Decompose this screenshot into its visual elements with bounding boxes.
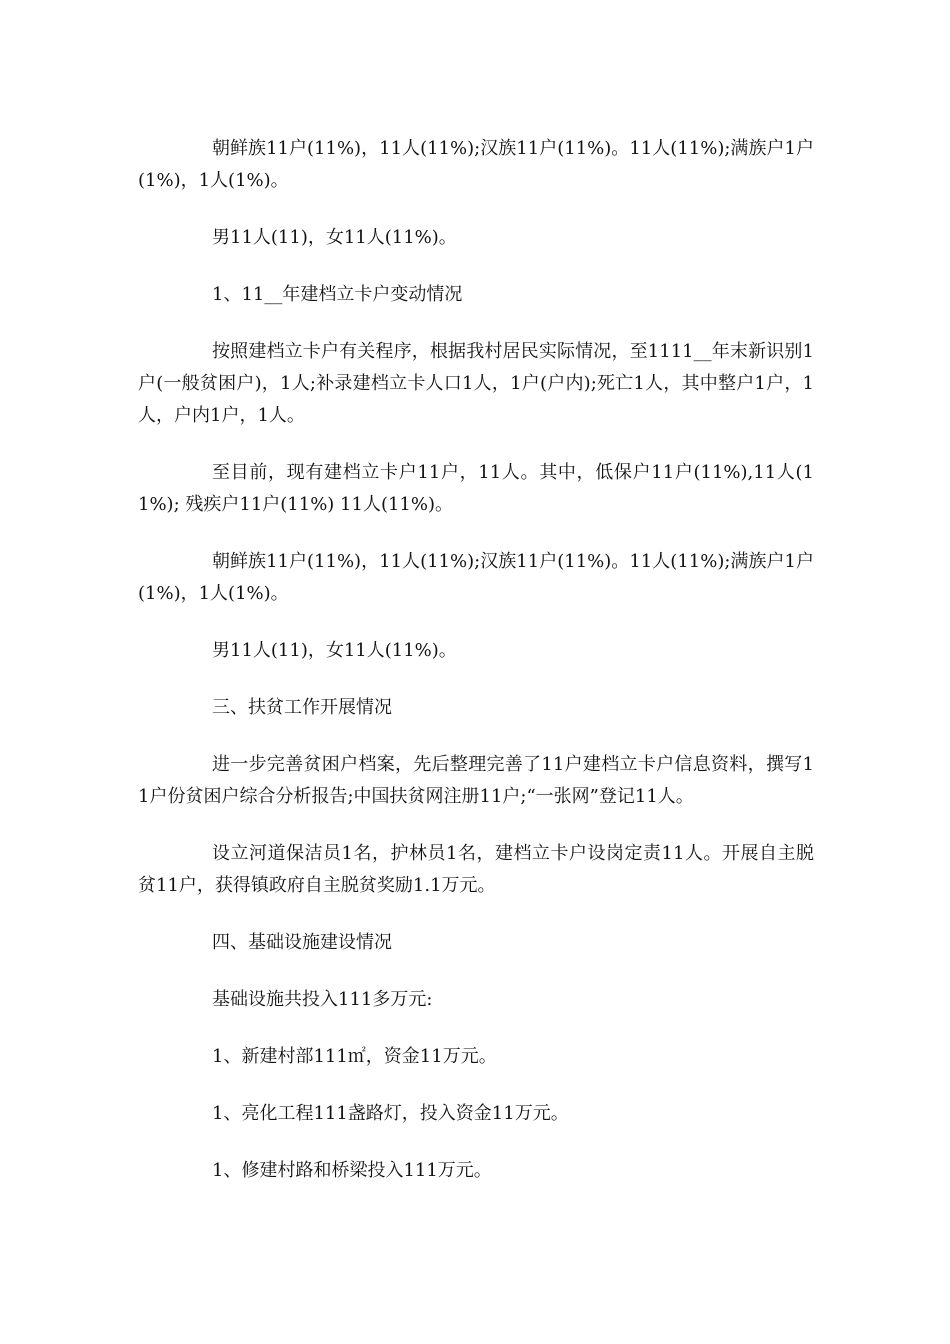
paragraph-ethnic-breakdown: 朝鲜族11户(11%)，11人(11%);汉族11户(11%)。11人(11%);满族户1户(1%)，1人(1%)。	[138, 138, 814, 191]
section-heading-infrastructure: 四、基础设施建设情况	[212, 932, 392, 953]
paragraph-infrastructure-total: 基础设施共投入111多万元:	[212, 989, 433, 1010]
document-body	[138, 133, 814, 1212]
section-heading-poverty-work: 三、扶贫工作开展情况	[212, 697, 392, 718]
list-item-village-office: 1、新建村部111㎡，资金11万元。	[212, 1046, 497, 1067]
list-item-roads-bridges: 1、修建村路和桥梁投入111万元。	[212, 1160, 492, 1181]
paragraph-job-positions: 设立河道保洁员1名，护林员1名，建档立卡户设岗定责11人。开展自主脱贫11户，获得镇政府自主脱贫奖励1.1万元。	[138, 843, 814, 896]
paragraph-gender-breakdown-current: 男11人(11)，女11人(11%)。	[212, 640, 457, 661]
list-item-street-lights: 1、亮化工程111盏路灯，投入资金11万元。	[212, 1103, 569, 1124]
paragraph-ethnic-breakdown-current: 朝鲜族11户(11%)，11人(11%);汉族11户(11%)。11人(11%);满族户1户(1%)，1人(1%)。	[138, 551, 814, 604]
paragraph-registration-changes: 按照建档立卡户有关程序，根据我村居民实际情况，至1111__年末新识别1户(一般贫困户)，1人;补录建档立卡人口1人，1户(户内);死亡1人，其中整户1户，1人，户内1户，1人。	[138, 341, 814, 426]
paragraph-current-status: 至目前，现有建档立卡户11户，11人。其中，低保户11户(11%),11人(11%); 残疾户11户(11%) 11人(11%)。	[138, 462, 814, 515]
paragraph-archive-improvement: 进一步完善贫困户档案，先后整理完善了11户建档立卡户信息资料，撰写11户份贫困户综合分析报告;中国扶贫网注册11户;“一张网”登记11人。	[138, 754, 814, 807]
paragraph-gender-breakdown: 男11人(11)，女11人(11%)。	[212, 227, 457, 248]
section-subheading-registration-changes: 1、11__年建档立卡户变动情况	[212, 284, 463, 305]
